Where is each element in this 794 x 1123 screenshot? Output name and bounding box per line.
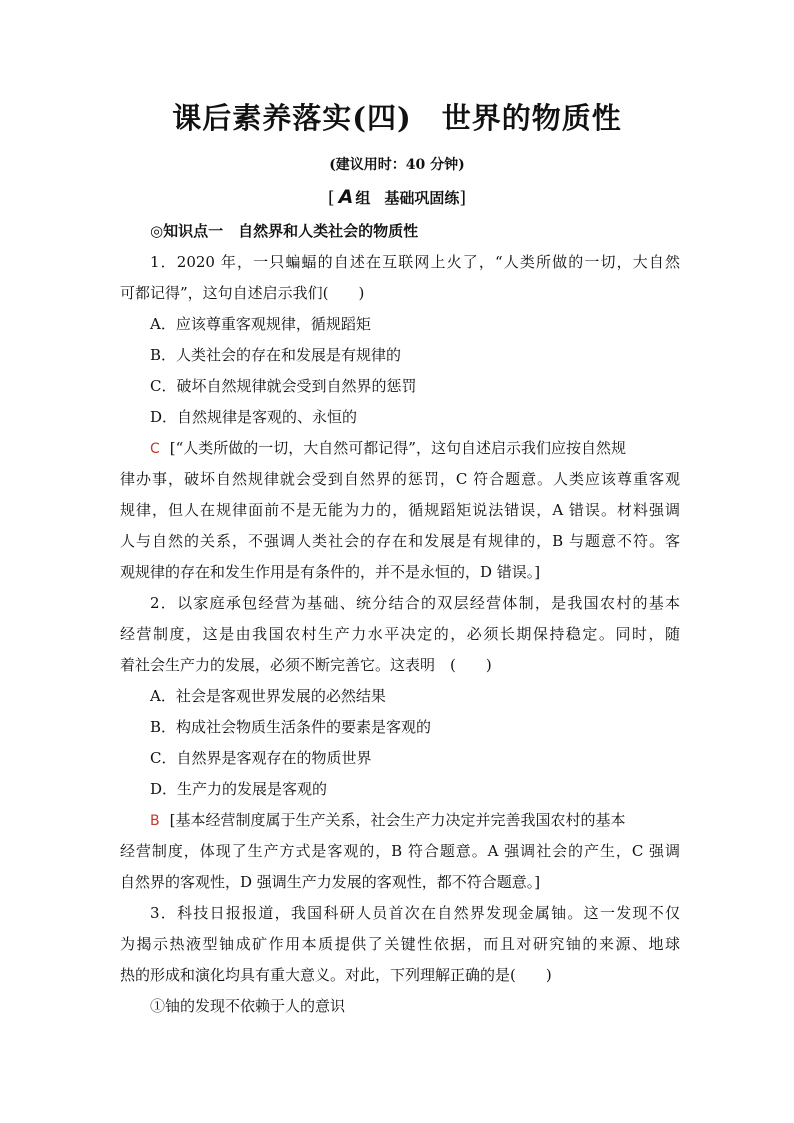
question-1-explanation-line: 律办事，破坏自然规律就会受到自然界的惩罚，C 符合题意。人类应该尊重客观 bbox=[120, 470, 680, 488]
question-3-stem-line: 热的形成和演化均具有重大意义。对此，下列理解正确的是( ) bbox=[120, 966, 552, 984]
bracket-close: ] bbox=[459, 188, 467, 208]
group-label: 组 bbox=[355, 189, 371, 207]
question-2-stem-line: 经营制度，这是由我国农村生产力水平决定的，必须长期保持稳定。同时，随 bbox=[120, 625, 680, 643]
question-2 bbox=[120, 588, 680, 898]
question-1-explanation-line: 人与自然的关系，不强调人类社会的存在和发展是有规律的，B 与题意不符。客 bbox=[120, 532, 680, 550]
group-name: 基础巩固练 bbox=[384, 189, 460, 207]
section-title: ◎知识点一 自然界和人类社会的物质性 bbox=[150, 222, 419, 240]
title-main: 课后素养落实(四) bbox=[172, 101, 412, 135]
group-letter: A bbox=[338, 186, 354, 208]
question-3-stem-line: 3．科技日报报道，我国科研人员首次在自然界发现金属铀。这一发现不仅 bbox=[150, 904, 680, 922]
question-1-stem-line: 可都记得”，这句自述启示我们( ) bbox=[120, 284, 365, 302]
group-header bbox=[0, 186, 794, 208]
question-1-explanation-line: 规律，但人在规律面前不是无能为力的，循规蹈矩说法错误，A 错误。材料强调 bbox=[120, 501, 680, 519]
question-2-answer: B bbox=[150, 813, 160, 829]
question-2-explanation-line: 自然界的客观性，D 强调生产力发展的客观性，都不符合题意。] bbox=[120, 873, 541, 891]
time-note: (建议用时：40 分钟) bbox=[329, 157, 465, 173]
question-2-stem-line: 着社会生产力的发展，必须不断完善它。这表明 ( ) bbox=[120, 656, 492, 674]
question-2-option-a: A．社会是客观世界发展的必然结果 bbox=[150, 687, 386, 705]
question-3 bbox=[120, 898, 680, 1022]
question-3-option-1: ①铀的发现不依赖于人的意识 bbox=[150, 997, 346, 1015]
question-3-stem-line: 为揭示热液型铀成矿作用本质提供了关键性依据，而且对研究铀的来源、地球 bbox=[120, 935, 680, 953]
question-2-explanation-line: 经营制度，体现了生产方式是客观的，B 符合题意。A 强调社会的产生，C 强调 bbox=[120, 842, 680, 860]
question-2-explanation-line bbox=[120, 805, 680, 836]
question-1-explanation-line: 观规律的存在和发生作用是有条件的，并不是永恒的，D 错误。] bbox=[120, 563, 541, 581]
bracket-open: [ bbox=[327, 188, 335, 208]
question-2-option-b: B．构成社会物质生活条件的要素是客观的 bbox=[150, 718, 432, 736]
question-2-option-d: D．生产力的发展是客观的 bbox=[150, 780, 328, 798]
title-sub: 世界的物质性 bbox=[441, 101, 622, 135]
question-1-explanation-line bbox=[120, 433, 680, 464]
page-title bbox=[0, 96, 794, 137]
question-1-option-b: B．人类社会的存在和发展是有规律的 bbox=[150, 346, 402, 364]
question-1-answer: C bbox=[150, 441, 160, 457]
question-2-explanation-text: [基本经营制度属于生产关系，社会生产力决定并完善我国农村的基本 bbox=[169, 811, 626, 829]
question-1-option-d: D．自然规律是客观的、永恒的 bbox=[150, 408, 358, 426]
question-1-option-c: C．破坏自然规律就会受到自然界的惩罚 bbox=[150, 377, 417, 395]
question-1-option-a: A．应该尊重客观规律，循规蹈矩 bbox=[150, 315, 371, 333]
question-1 bbox=[120, 247, 680, 588]
question-2-option-c: C．自然界是客观存在的物质世界 bbox=[150, 749, 372, 767]
question-1-stem-line: 1．2020 年，一只蝙蝠的自述在互联网上火了，“人类所做的一切，大自然 bbox=[150, 253, 680, 271]
question-2-stem-line: 2．以家庭承包经营为基础、统分结合的双层经营体制，是我国农村的基本 bbox=[150, 594, 680, 612]
document-body bbox=[120, 216, 680, 1022]
question-1-explanation-text: [“人类所做的一切，大自然可都记得”，这句自述启示我们应按自然规 bbox=[169, 439, 626, 457]
